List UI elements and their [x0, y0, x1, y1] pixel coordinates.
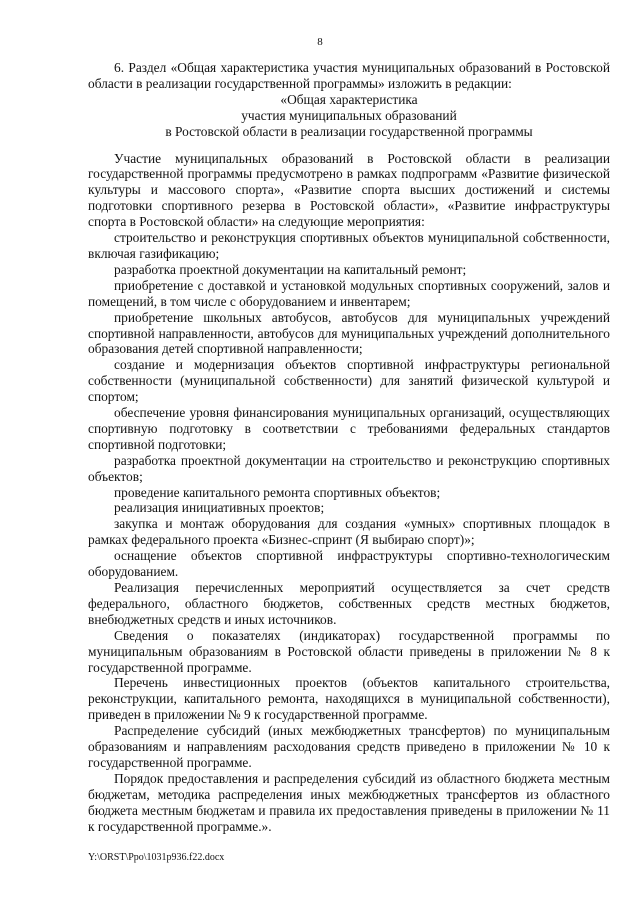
spacer	[88, 140, 610, 151]
list-item: закупка и монтаж оборудования для создания «умных» спортивных площадок в рамках федерального проекта «Бизнес-спринт (Я выбираю спорт)»;	[88, 516, 610, 548]
list-item: разработка проектной документации на капитальный ремонт;	[114, 261, 467, 277]
body-paragraph: Распределение субсидий (иных межбюджетных трансфертов) по муниципальным образованиям и направлениям расходования средств приведено в приложении № 10 к государственной программе.	[88, 723, 610, 770]
intro-paragraph: 6. Раздел «Общая характеристика участия муниципальных образований в Ростовской области в реализации государственной программы» изложить в редакции:	[88, 60, 610, 91]
section-heading-line: участия муниципальных образований	[241, 107, 457, 123]
list-item: создание и модернизация объектов спортивной инфраструктуры региональной собственности (муниципальной собственности) для занятий физической культурой и спортом;	[88, 357, 610, 405]
section-heading-line: «Общая характеристика	[280, 91, 418, 107]
body-paragraph: Перечень инвестиционных проектов (объектов капитального строительства, реконструкции, капитального ремонта, находящихся в муниципальной собственности), приведен в приложении № 9 к государственной программе.	[88, 675, 610, 723]
body-paragraph: Порядок предоставления и распределения субсидий из областного бюджета местным бюджетам, методика распределения иных межбюджетных трансфертов из областного бюджета местным бюджетам и правила их предоставления приведены в приложении № 11 к государственной программе.».	[88, 770, 610, 834]
list-item: приобретение школьных автобусов, автобусов для муниципальных учреждений спортивной направленности, автобусов для муниципальных учреждений дополнительного образования детей спортивной направленности;	[88, 309, 610, 357]
document-body	[88, 60, 610, 835]
body-paragraph: Участие муниципальных образований в Ростовской области в реализации государственной программы предусмотрено в рамках подпрограмм «Развитие физической культуры и массового спорта», «Развитие спорта высших достижений и системы подготовки спортивного резерва в Ростовской области», «Развитие инфраструктуры спорта в Ростовской области» на следующие мероприятия:	[88, 150, 610, 230]
list-item: реализация инициативных проектов;	[114, 500, 325, 516]
list-item: оснащение объектов спортивной инфраструктуры спортивно-технологическим оборудованием.	[88, 548, 610, 580]
file-path-footer: Y:\ORST\Ppo\1031p936.f22.docx	[88, 852, 225, 863]
list-item: приобретение с доставкой и установкой модульных спортивных сооружений, залов и помещений, в том числе с оборудованием и инвентарем;	[88, 277, 610, 309]
list-item: строительство и реконструкция спортивных объектов муниципальной собственности, включая газификацию;	[88, 230, 610, 261]
section-heading-line: в Ростовской области в реализации государственной программы	[165, 123, 533, 139]
body-paragraph: Реализация перечисленных мероприятий осуществляется за счет средств федерального, областного бюджетов, собственных средств местных бюджетов, внебюджетных средств и иных источников.	[88, 580, 610, 627]
list-item: проведение капитального ремонта спортивных объектов;	[114, 484, 441, 500]
page-number: 8	[317, 36, 323, 48]
body-paragraph: Сведения о показателях (индикаторах) государственной программы по муниципальным образованиям в Ростовской области приведены в приложении № 8 к государственной программе.	[88, 627, 610, 675]
list-item: разработка проектной документации на строительство и реконструкцию спортивных объектов;	[88, 452, 610, 484]
list-item: обеспечение уровня финансирования муниципальных организаций, осуществляющих спортивную подготовку в соответствии с требованиями федеральных стандартов спортивной подготовки;	[88, 405, 610, 452]
